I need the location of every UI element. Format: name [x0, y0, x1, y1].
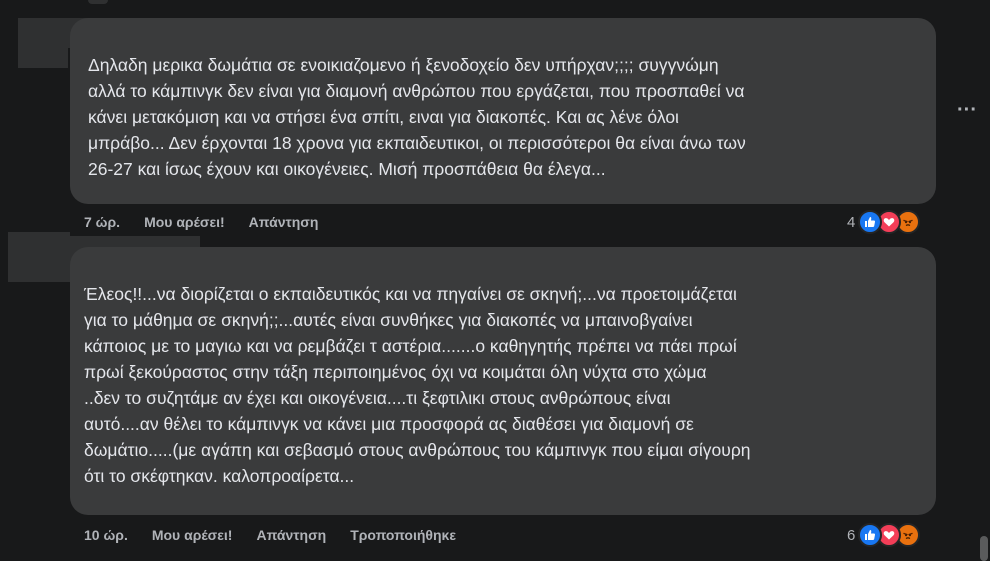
- scrollbar-thumb[interactable]: [980, 536, 988, 561]
- reply-button[interactable]: Απάντηση: [248, 214, 319, 230]
- comment-timestamp[interactable]: 10 ώρ.: [84, 527, 128, 543]
- reactions-summary[interactable]: [847, 210, 920, 234]
- like-reaction-icon: [858, 523, 882, 547]
- comment-text: Έλεος!!...να διορίζεται ο εκπαιδευτικός και να πηγαίνει σε σκηνή;...να προετοιμάζεται για το μάθημα σε σκηνή;;...αυτές είναι συνθήκες για διακοπές να μπαινοβγαίνει κάποιος με το μαγιω και να ρεμβάζει τ αστέρια.......ο καθηγητής πρέπει να πάει πρωί πρωί ξεκούραστος στην τάξη περιποιημένος όχι να κοιμάται όλη νύχτα στο χώμα ..δεν το συζητάμε αν έχει και οικογένεια....τι ξεφτιλικι στους ανθρώπους είναι αυτό....αν θέλει το κάμπινγκ να κάνει μια προσφορά ας διαθέσει για διαμονή σε δωμάτιο.....(με αγάπη και σεβασμό στους ανθρώπους του κάμπινγκ που είμαι σίγουρη ότι το σκέφτηκαν. καλοπροαίρετα...: [84, 284, 751, 486]
- comment-bubble: [70, 18, 936, 204]
- like-button[interactable]: Μου αρέσει!: [144, 214, 225, 230]
- reaction-count: 4: [847, 213, 856, 231]
- reaction-count: 6: [847, 526, 856, 544]
- more-options-icon[interactable]: ···: [957, 99, 977, 121]
- avatar-blurred[interactable]: [18, 18, 68, 68]
- like-reaction-icon: [858, 210, 882, 234]
- avatar-top-remnant: [88, 0, 108, 4]
- comment-text: Δηλαδη μερικα δωμάτια σε ενοικιαζομενο ή ξενοδοχείο δεν υπήρχαν;;;; συγγνώμη αλλά το κάμπινγκ δεν είναι για διαμονή ανθρώπου που εργάζεται, που προσπαθεί να κάνει μετακόμιση και να στήσει ένα σπίτι, ειναι για διακοπές. Και ας λένε όλοι μπράβο... Δεν έρχονται 18 χρονα για εκπαιδευτικοι, οι περισσότεροι θα είναι άνω των 26-27 και ίσως έχουν και οικογένειες. Μισή προσπάθεια θα έλεγα...: [88, 55, 746, 179]
- edited-label[interactable]: Τροποποιήθηκε: [350, 527, 456, 543]
- comment-actions: [84, 214, 342, 230]
- like-button[interactable]: Μου αρέσει!: [151, 527, 233, 543]
- comment-timestamp[interactable]: 7 ώρ.: [84, 214, 121, 230]
- comment-actions: [84, 527, 480, 543]
- reply-button[interactable]: Απάντηση: [256, 527, 327, 543]
- reactions-summary[interactable]: [847, 523, 920, 547]
- comment-bubble: [70, 247, 936, 515]
- avatar-blurred[interactable]: [8, 232, 70, 282]
